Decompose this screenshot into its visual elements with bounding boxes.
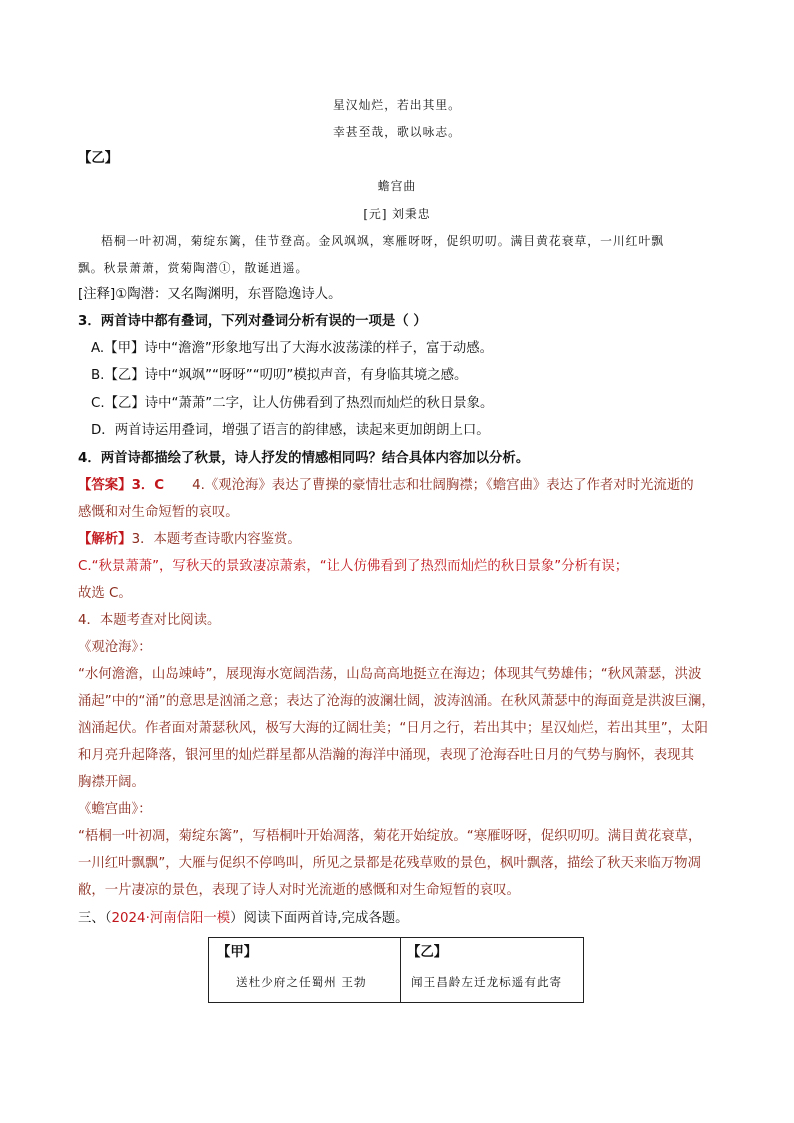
answer-line-2: 感慨和对生命短暂的哀叹。 [78, 505, 239, 520]
analysis-line-11: 《蟾宫曲》： [78, 802, 152, 817]
question-3-stem: 3．两首诗中都有叠词，下列对叠词分析有误的一项是（ ） [78, 314, 427, 329]
question-3-option-d: D．两首诗运用叠词，增强了语言的韵律感，读起来更加朗朗上口。 [91, 423, 490, 438]
section-3-source: 2024·河南信阳一模 [111, 911, 231, 926]
answer-q3: 3．C [131, 478, 193, 493]
analysis-line-13: 一川红叶飘飘”，大雁与促织不停鸣叫，所见之景都是花残草败的景色，枫叶飘落，描绘了秋天来临万物凋 [78, 856, 701, 871]
table-jia-title: 送杜少府之任蜀州 王勃 [236, 975, 367, 989]
analysis-line-8: 汹涌起伏。作者面对萧瑟秋风，极写大海的辽阔壮美；“日月之行，若出其中；星汉灿烂，若出其里”，太阳 [78, 721, 708, 736]
table-yi-tag: 【乙】 [407, 945, 448, 960]
answer-label: 【答案】 [78, 478, 132, 493]
table-divider [400, 938, 401, 1002]
analysis-line-7: 涌起”中的“涌”的意思是汹涌之意；表达了沧海的波澜壮阔，波涛汹涌。在秋风萧瑟中的海面竟是洪波巨澜， [78, 694, 715, 709]
poem-yi-body-line-2: 飘。秋景萧萧，赏菊陶潜①，散诞逍遥。 [78, 261, 309, 275]
table-jia-tag: 【甲】 [217, 945, 258, 960]
answer-line-1 [78, 477, 694, 495]
poem-jia-line-1: 星汉灿烂，若出其里。 [333, 98, 461, 112]
analysis-line-4: 4．本题考查对比阅读。 [78, 613, 221, 628]
answer-q4-text: 4.《观沧海》表达了曹操的豪情壮志和壮阔胸襟；《蟾宫曲》表达了作者对时光流逝的 [192, 478, 694, 493]
poem-yi-author: [元] 刘秉忠 [363, 207, 431, 221]
section-3-prefix: 三、（ [78, 911, 112, 926]
poems-table [208, 937, 584, 1003]
poem-yi-tag: 【乙】 [78, 151, 119, 166]
analysis-line-1 [78, 531, 301, 549]
analysis-line-9: 和月亮升起降落，银河里的灿烂群星都从浩瀚的海洋中涌现，表现了沧海吞吐日月的气势与胸怀，表现其 [78, 748, 694, 763]
section-3-suffix: ）阅读下面两首诗,完成各题。 [230, 911, 409, 926]
analysis-line-5: 《观沧海》： [78, 640, 152, 655]
analysis-line-2: C.“秋景萧萧”，写秋天的景致凄凉萧索，“让人仿佛看到了热烈而灿烂的秋日景象”分析有误； [78, 559, 629, 574]
analysis-label: 【解析】 [78, 532, 132, 547]
analysis-line-14: 敝，一片凄凉的景色，表现了诗人对时光流逝的感慨和对生命短暂的哀叹。 [78, 883, 520, 898]
question-3-option-c: C.【乙】诗中“萧萧”二字，让人仿佛看到了热烈而灿烂的秋日景象。 [91, 396, 494, 411]
poem-yi-note: [注释]①陶潜：又名陶渊明，东晋隐逸诗人。 [78, 287, 342, 302]
question-3-option-a: A.【甲】诗中“澹澹”形象地写出了大海水波荡漾的样子，富于动感。 [91, 341, 493, 356]
section-3-heading [78, 910, 409, 928]
analysis-line-12: “梧桐一叶初凋，菊绽东篱”，写梧桐叶开始凋落，菊花开始绽放。“寒雁呀呀，促织叨叨。满目黄花衰草， [78, 829, 702, 844]
poem-yi-title: 蟾宫曲 [377, 179, 417, 193]
question-3-option-b: B.【乙】诗中“飒飒”“呀呀”“叨叨”模拟声音，有身临其境之感。 [91, 368, 468, 383]
analysis-line-3: 故选 C。 [78, 586, 132, 601]
analysis-line-10: 胸襟开阔。 [78, 775, 145, 790]
poem-yi-body-line-1: 梧桐一叶初凋，菊绽东篱，佳节登高。金风飒飒，寒雁呀呀，促织叨叨。满目黄花衰草，一川红叶飘 [101, 234, 665, 248]
poem-jia-line-2: 幸甚至哉，歌以咏志。 [333, 125, 461, 139]
analysis-text-1: 3．本题考查诗歌内容鉴赏。 [131, 532, 301, 547]
analysis-line-6: “水何澹澹，山岛竦峙”，展现海水宽阔浩荡，山岛高高地挺立在海边；体现其气势雄伟；“秋风萧瑟，洪波 [78, 667, 702, 682]
question-4-stem: 4．两首诗都描绘了秋景，诗人抒发的情感相同吗？结合具体内容加以分析。 [78, 451, 530, 466]
table-yi-title: 闻王昌龄左迁龙标遥有此寄 [411, 975, 563, 989]
